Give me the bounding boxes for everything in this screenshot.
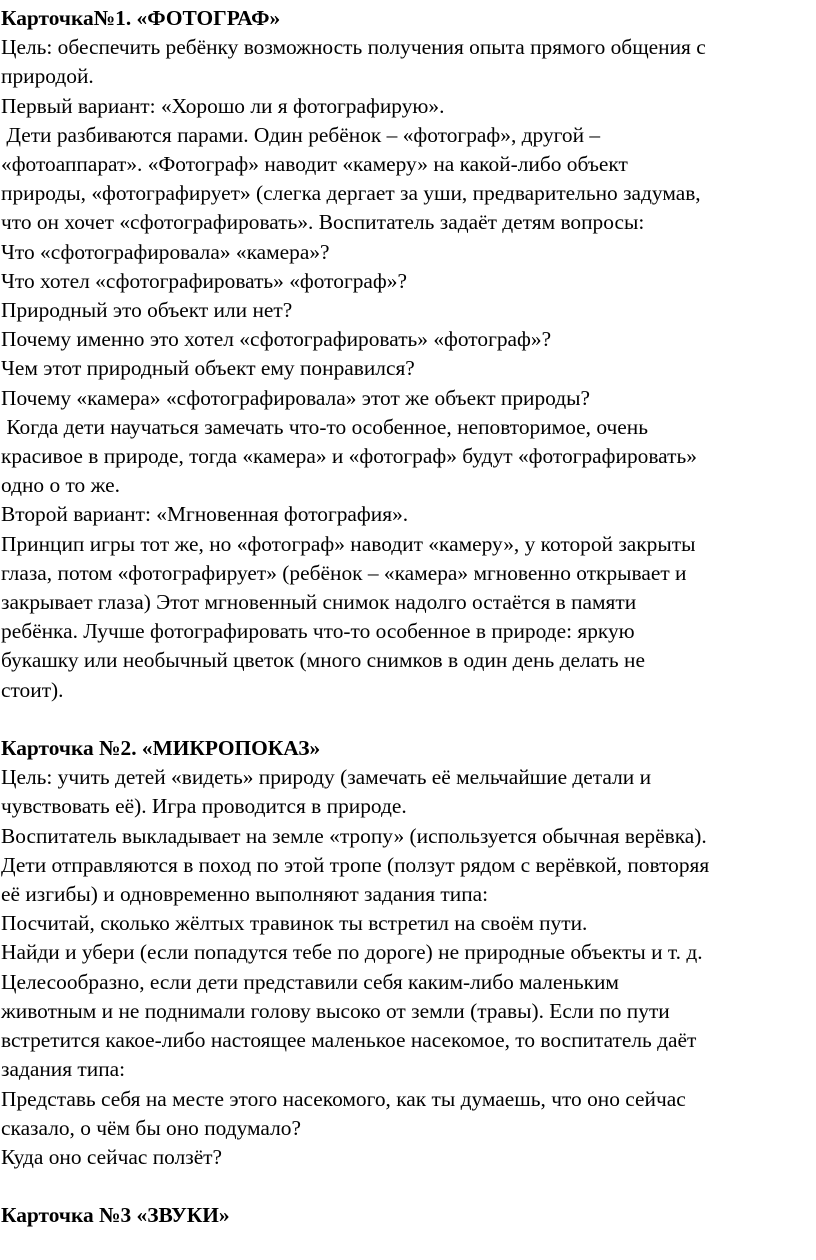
- card-2-line: Посчитай, сколько жёлтых травинок ты встретил на своём пути.: [1, 911, 588, 936]
- card-2-line: животным и не поднимали голову высоко от земли (травы). Если по пути: [1, 998, 670, 1023]
- card-2-line: встретится какое-либо настоящее маленькое насекомое, то воспитатель даёт: [1, 1028, 697, 1053]
- card-1-line: что он хочет «сфотографировать». Воспитатель задаёт детям вопросы:: [1, 210, 645, 235]
- card-2-line: Целесообразно, если дети представили себя каким-либо маленьким: [1, 969, 619, 994]
- card-1-line: Дети разбиваются парами. Один ребёнок – «фотограф», другой –: [1, 122, 601, 147]
- card-1-line: Что «сфотографировала» «камера»?: [1, 239, 330, 264]
- card-1-line: глаза, потом «фотографирует» (ребёнок – «камера» мгновенно открывает и: [1, 560, 687, 585]
- card-1-line: Чем этот природный объект ему понравился?: [1, 356, 415, 381]
- card-2-line: Дети отправляются в поход по этой тропе (ползут рядом с верёвкой, повторяя: [1, 852, 710, 877]
- card-1-line: ребёнка. Лучше фотографировать что-то особенное в природе: яркую: [1, 619, 635, 644]
- card-2-line: сказало, о чём бы оно подумало?: [1, 1115, 301, 1140]
- card-2: [1, 734, 810, 1172]
- card-1-line: букашку или необычный цветок (много снимков в один день делать не: [1, 648, 645, 673]
- card-1-line: одно о то же.: [1, 473, 120, 498]
- card-1-line: Когда дети научаться замечать что-то особенное, неповторимое, очень: [1, 414, 648, 439]
- card-1: [1, 4, 810, 705]
- card-3: [1, 1201, 810, 1230]
- card-3-title: Карточка №3 «ЗВУКИ»: [1, 1203, 230, 1228]
- card-2-line: Представь себя на месте этого насекомого, как ты думаешь, что оно сейчас: [1, 1086, 686, 1111]
- card-1-line: Что хотел «сфотографировать» «фотограф»?: [1, 268, 407, 293]
- paragraph-spacer: [1, 1172, 810, 1201]
- card-1-line: Цель: обеспечить ребёнку возможность получения опыта прямого общения с: [1, 35, 706, 60]
- card-1-line: Почему именно это хотел «сфотографировать» «фотограф»?: [1, 327, 552, 352]
- card-1-line: закрывает глаза) Этот мгновенный снимок надолго остаётся в памяти: [1, 590, 637, 615]
- card-2-line: Найди и убери (если попадутся тебе по дороге) не природные объекты и т. д.: [1, 940, 703, 965]
- card-1-line: «фотоаппарат». «Фотограф» наводит «камеру» на какой-либо объект: [1, 152, 628, 177]
- card-2-title: Карточка №2. «МИКРОПОКАЗ»: [1, 736, 321, 761]
- card-1-line: природы, «фотографирует» (слегка дергает за уши, предварительно задумав,: [1, 181, 701, 206]
- paragraph-spacer: [1, 705, 810, 734]
- card-1-line: красивое в природе, тогда «камера» и «фотограф» будут «фотографировать»: [1, 444, 697, 469]
- card-1-line: Второй вариант: «Мгновенная фотография».: [1, 502, 409, 527]
- card-1-line: Природный это объект или нет?: [1, 298, 293, 323]
- card-1-line: Принцип игры тот же, но «фотограф» наводит «камеру», у которой закрыты: [1, 531, 696, 556]
- card-1-line: Первый вариант: «Хорошо ли я фотографирую».: [1, 93, 445, 118]
- card-2-line: Воспитатель выкладывает на земле «тропу» (используется обычная верёвка).: [1, 823, 707, 848]
- card-1-line: природой.: [1, 64, 94, 89]
- card-2-line: чувствовать её). Игра проводится в природе.: [1, 794, 407, 819]
- card-1-line: стоит).: [1, 677, 64, 702]
- card-2-line: её изгибы) и одновременно выполняют задания типа:: [1, 882, 489, 907]
- card-1-line: Почему «камера» «сфотографировала» этот же объект природы?: [1, 385, 591, 410]
- card-2-line: Куда оно сейчас ползёт?: [1, 1144, 223, 1169]
- card-1-title: Карточка№1. «ФОТОГРАФ»: [1, 6, 281, 30]
- card-2-line: Цель: учить детей «видеть» природу (замечать её мельчайшие детали и: [1, 765, 652, 790]
- card-2-line: задания типа:: [1, 1057, 126, 1082]
